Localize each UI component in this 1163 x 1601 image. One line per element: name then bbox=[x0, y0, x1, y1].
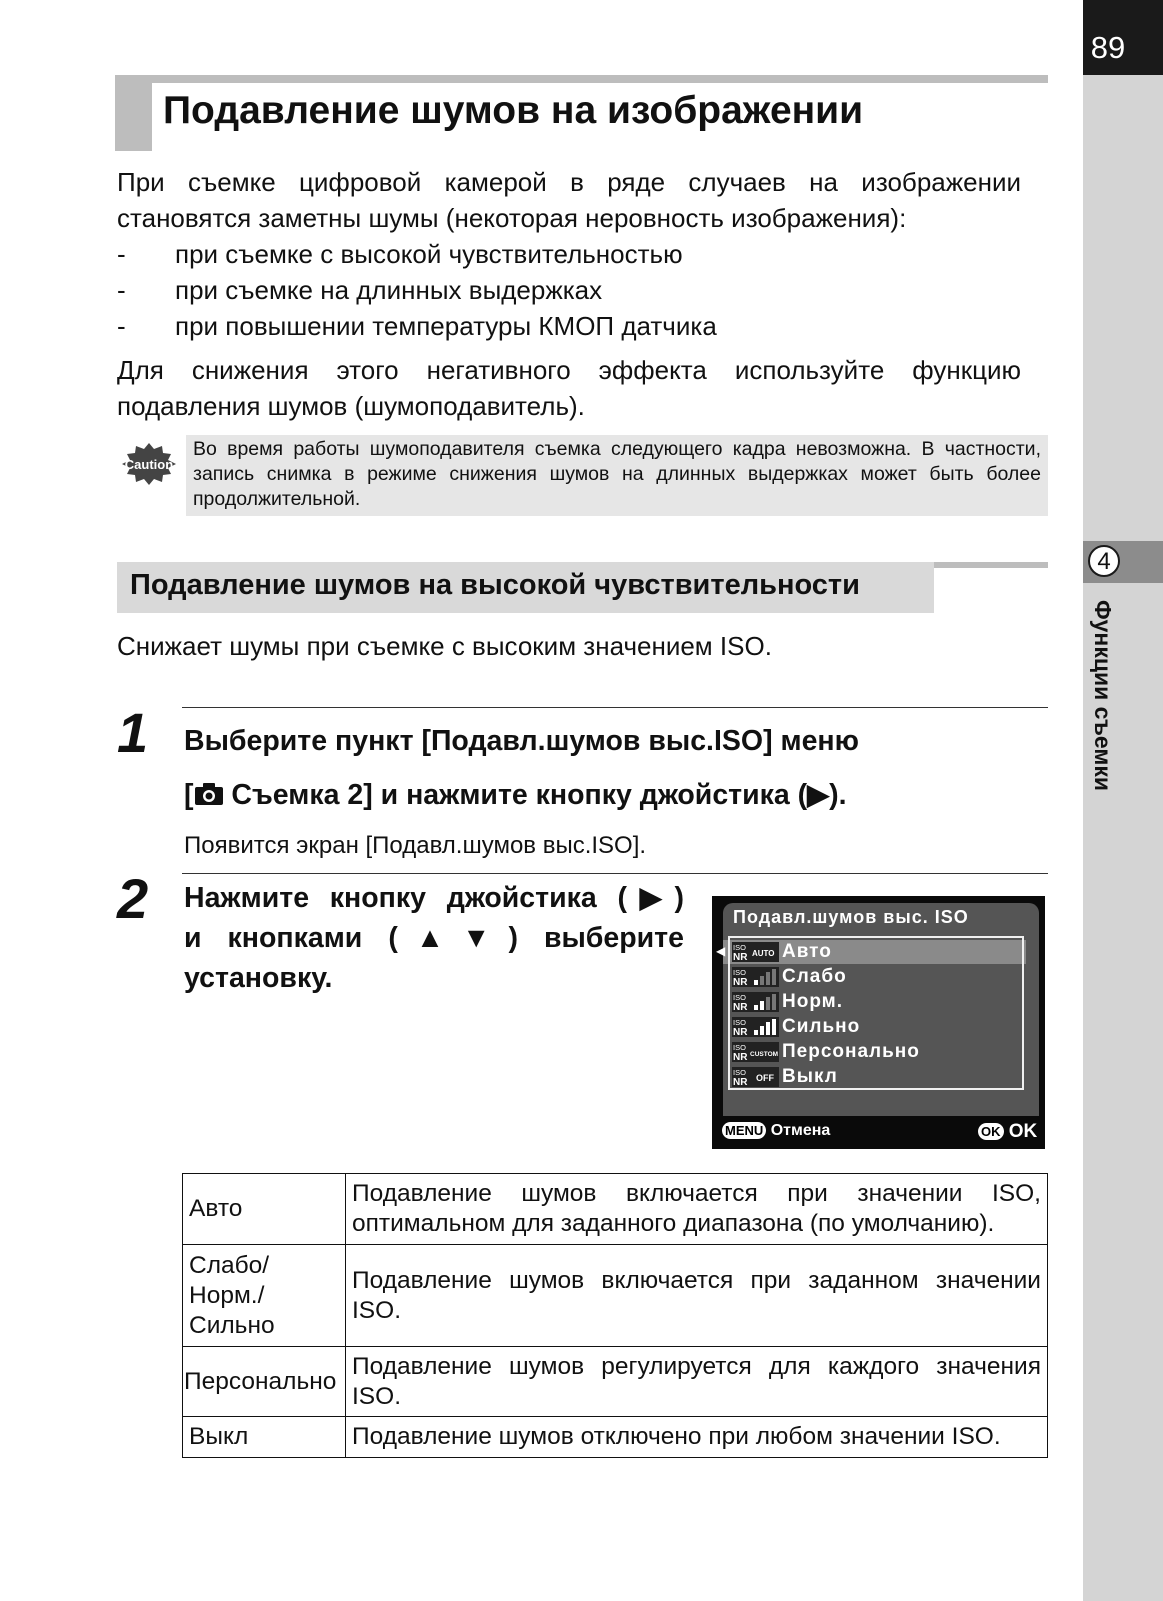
svg-text:NR: NR bbox=[733, 1052, 748, 1062]
svg-text:NR: NR bbox=[733, 1077, 748, 1087]
ok-label: OK bbox=[1008, 1121, 1038, 1142]
svg-text:NR: NR bbox=[733, 977, 748, 987]
bullet-text: при съемке на длинных выдержках bbox=[175, 275, 603, 305]
svg-text:NR: NR bbox=[733, 952, 748, 962]
bullet-dash: - bbox=[117, 311, 126, 341]
caution-icon-label: Caution bbox=[124, 457, 174, 472]
cancel-label: Отмена bbox=[770, 1122, 831, 1139]
svg-text:ISO: ISO bbox=[733, 1068, 746, 1077]
table-row bbox=[183, 1417, 1048, 1458]
table-row bbox=[183, 1347, 1048, 1417]
step-heading bbox=[184, 768, 847, 822]
step-heading-rest: Съемка 2] и нажмите кнопку джойстика (▶). bbox=[223, 779, 847, 811]
step-heading: Нажмите кнопку джойстика (▶) bbox=[184, 882, 684, 914]
camera-option-label: Слабо bbox=[782, 966, 847, 987]
camera-option-label: Персонально bbox=[782, 1041, 920, 1062]
table-cell-description: Подавление шумов включается при значении ISO, оптимальном для заданного диапазона (по умолчанию). bbox=[346, 1174, 1048, 1245]
title-marker bbox=[115, 75, 152, 151]
svg-text:ISO: ISO bbox=[733, 968, 746, 977]
chapter-title: Функции съемки bbox=[1090, 600, 1116, 792]
table-cell-description: Подавление шумов регулируется для каждого значения ISO. bbox=[346, 1347, 1048, 1417]
svg-text:NR: NR bbox=[733, 1027, 748, 1037]
bullet-dash: - bbox=[117, 239, 126, 269]
svg-text:ISO: ISO bbox=[733, 1018, 746, 1027]
svg-text:CUSTOM: CUSTOM bbox=[750, 1051, 779, 1058]
step-note: Появится экран [Подавл.шумов выс.ISO]. bbox=[184, 832, 647, 859]
step-heading: и кнопками (▲▼) выберите bbox=[184, 922, 684, 954]
svg-text:OFF: OFF bbox=[756, 1073, 774, 1083]
camera-option-label: Авто bbox=[782, 941, 832, 962]
section-rule bbox=[915, 562, 1048, 568]
caution-text: Во время работы шумоподавителя съемка следующего кадра невозможна. В частности, запись снимка в режиме снижения шумов на длинных выдержках может быть более продолжительной. bbox=[193, 438, 1041, 510]
svg-text:ISO: ISO bbox=[733, 943, 746, 952]
bullet-text: при съемке с высокой чувствительностью bbox=[175, 239, 683, 269]
svg-text:ISO: ISO bbox=[733, 993, 746, 1002]
camera-menu-title: Подавл.шумов выс. ISO bbox=[733, 907, 969, 927]
intro-paragraph-line: При съемке цифровой камерой в ряде случаев на изображении bbox=[117, 167, 1021, 197]
iso-nr-custom-icon bbox=[732, 1042, 779, 1062]
table-cell-setting: Слабо/ Норм./ Сильно bbox=[183, 1245, 346, 1347]
ok-key-icon: OK bbox=[978, 1123, 1004, 1140]
step-heading: установку. bbox=[184, 962, 333, 994]
svg-text:AUTO: AUTO bbox=[752, 949, 775, 958]
svg-text:NR: NR bbox=[733, 1002, 748, 1012]
iso-nr-low-icon bbox=[732, 967, 779, 987]
caution-icon bbox=[121, 442, 177, 486]
camera-option-label: Сильно bbox=[782, 1016, 861, 1037]
section-title: Подавление шумов на высокой чувствительности bbox=[130, 569, 860, 601]
iso-nr-auto-icon bbox=[732, 942, 779, 962]
camera-footer-ok[interactable] bbox=[978, 1121, 1037, 1143]
table-cell-description: Подавление шумов включается при заданном значении ISO. bbox=[346, 1245, 1048, 1347]
bullet-dash: - bbox=[117, 275, 126, 305]
table-cell-setting: Выкл bbox=[183, 1417, 346, 1458]
table-cell-setting: Персонально bbox=[183, 1347, 346, 1417]
intro-paragraph-line: становятся заметны шумы (некоторая неровность изображения): bbox=[117, 203, 907, 233]
camera-footer-cancel[interactable] bbox=[722, 1122, 830, 1140]
camera-option[interactable] bbox=[732, 940, 1022, 964]
step-heading: Выберите пункт [Подавл.шумов выс.ISO] меню bbox=[184, 725, 859, 757]
step-number: 2 bbox=[117, 867, 149, 930]
svg-text:ISO: ISO bbox=[733, 1043, 746, 1052]
step-divider bbox=[182, 873, 1048, 874]
intro-paragraph-line: подавления шумов (шумоподавитель). bbox=[117, 391, 585, 421]
camera-option-label: Выкл bbox=[782, 1066, 838, 1087]
camera-option[interactable] bbox=[732, 1015, 1022, 1039]
table-cell-setting: Авто bbox=[183, 1174, 346, 1245]
intro-paragraph-line: Для снижения этого негативного эффекта используйте функцию bbox=[117, 355, 1021, 385]
page-number: 89 bbox=[1090, 30, 1126, 65]
camera-option[interactable] bbox=[732, 965, 1022, 989]
step-divider bbox=[182, 707, 1048, 708]
iso-nr-off-icon bbox=[732, 1067, 779, 1087]
table-row bbox=[183, 1174, 1048, 1245]
camera-option[interactable] bbox=[732, 1065, 1022, 1089]
bullet-text: при повышении температуры КМОП датчика bbox=[175, 311, 717, 341]
menu-key-icon: MENU bbox=[722, 1122, 766, 1139]
camera-option[interactable] bbox=[732, 990, 1022, 1014]
left-arrow-icon: ◀ bbox=[716, 944, 726, 958]
chapter-number: 4 bbox=[1088, 545, 1120, 577]
iso-nr-strong-icon bbox=[732, 1017, 779, 1037]
camera-option-label: Норм. bbox=[782, 991, 844, 1012]
section-description: Снижает шумы при съемке с высоким значением ISO. bbox=[117, 631, 772, 661]
title-rule bbox=[115, 75, 1048, 83]
table-cell-description: Подавление шумов отключено при любом значении ISO. bbox=[346, 1417, 1048, 1458]
settings-table bbox=[182, 1173, 1048, 1458]
page-title: Подавление шумов на изображении bbox=[163, 89, 864, 132]
iso-nr-normal-icon bbox=[732, 992, 779, 1012]
camera-icon bbox=[194, 782, 224, 806]
bracket-open: [ bbox=[184, 779, 194, 811]
step-number: 1 bbox=[117, 701, 149, 764]
camera-option[interactable] bbox=[732, 1040, 1022, 1064]
table-row bbox=[183, 1245, 1048, 1347]
